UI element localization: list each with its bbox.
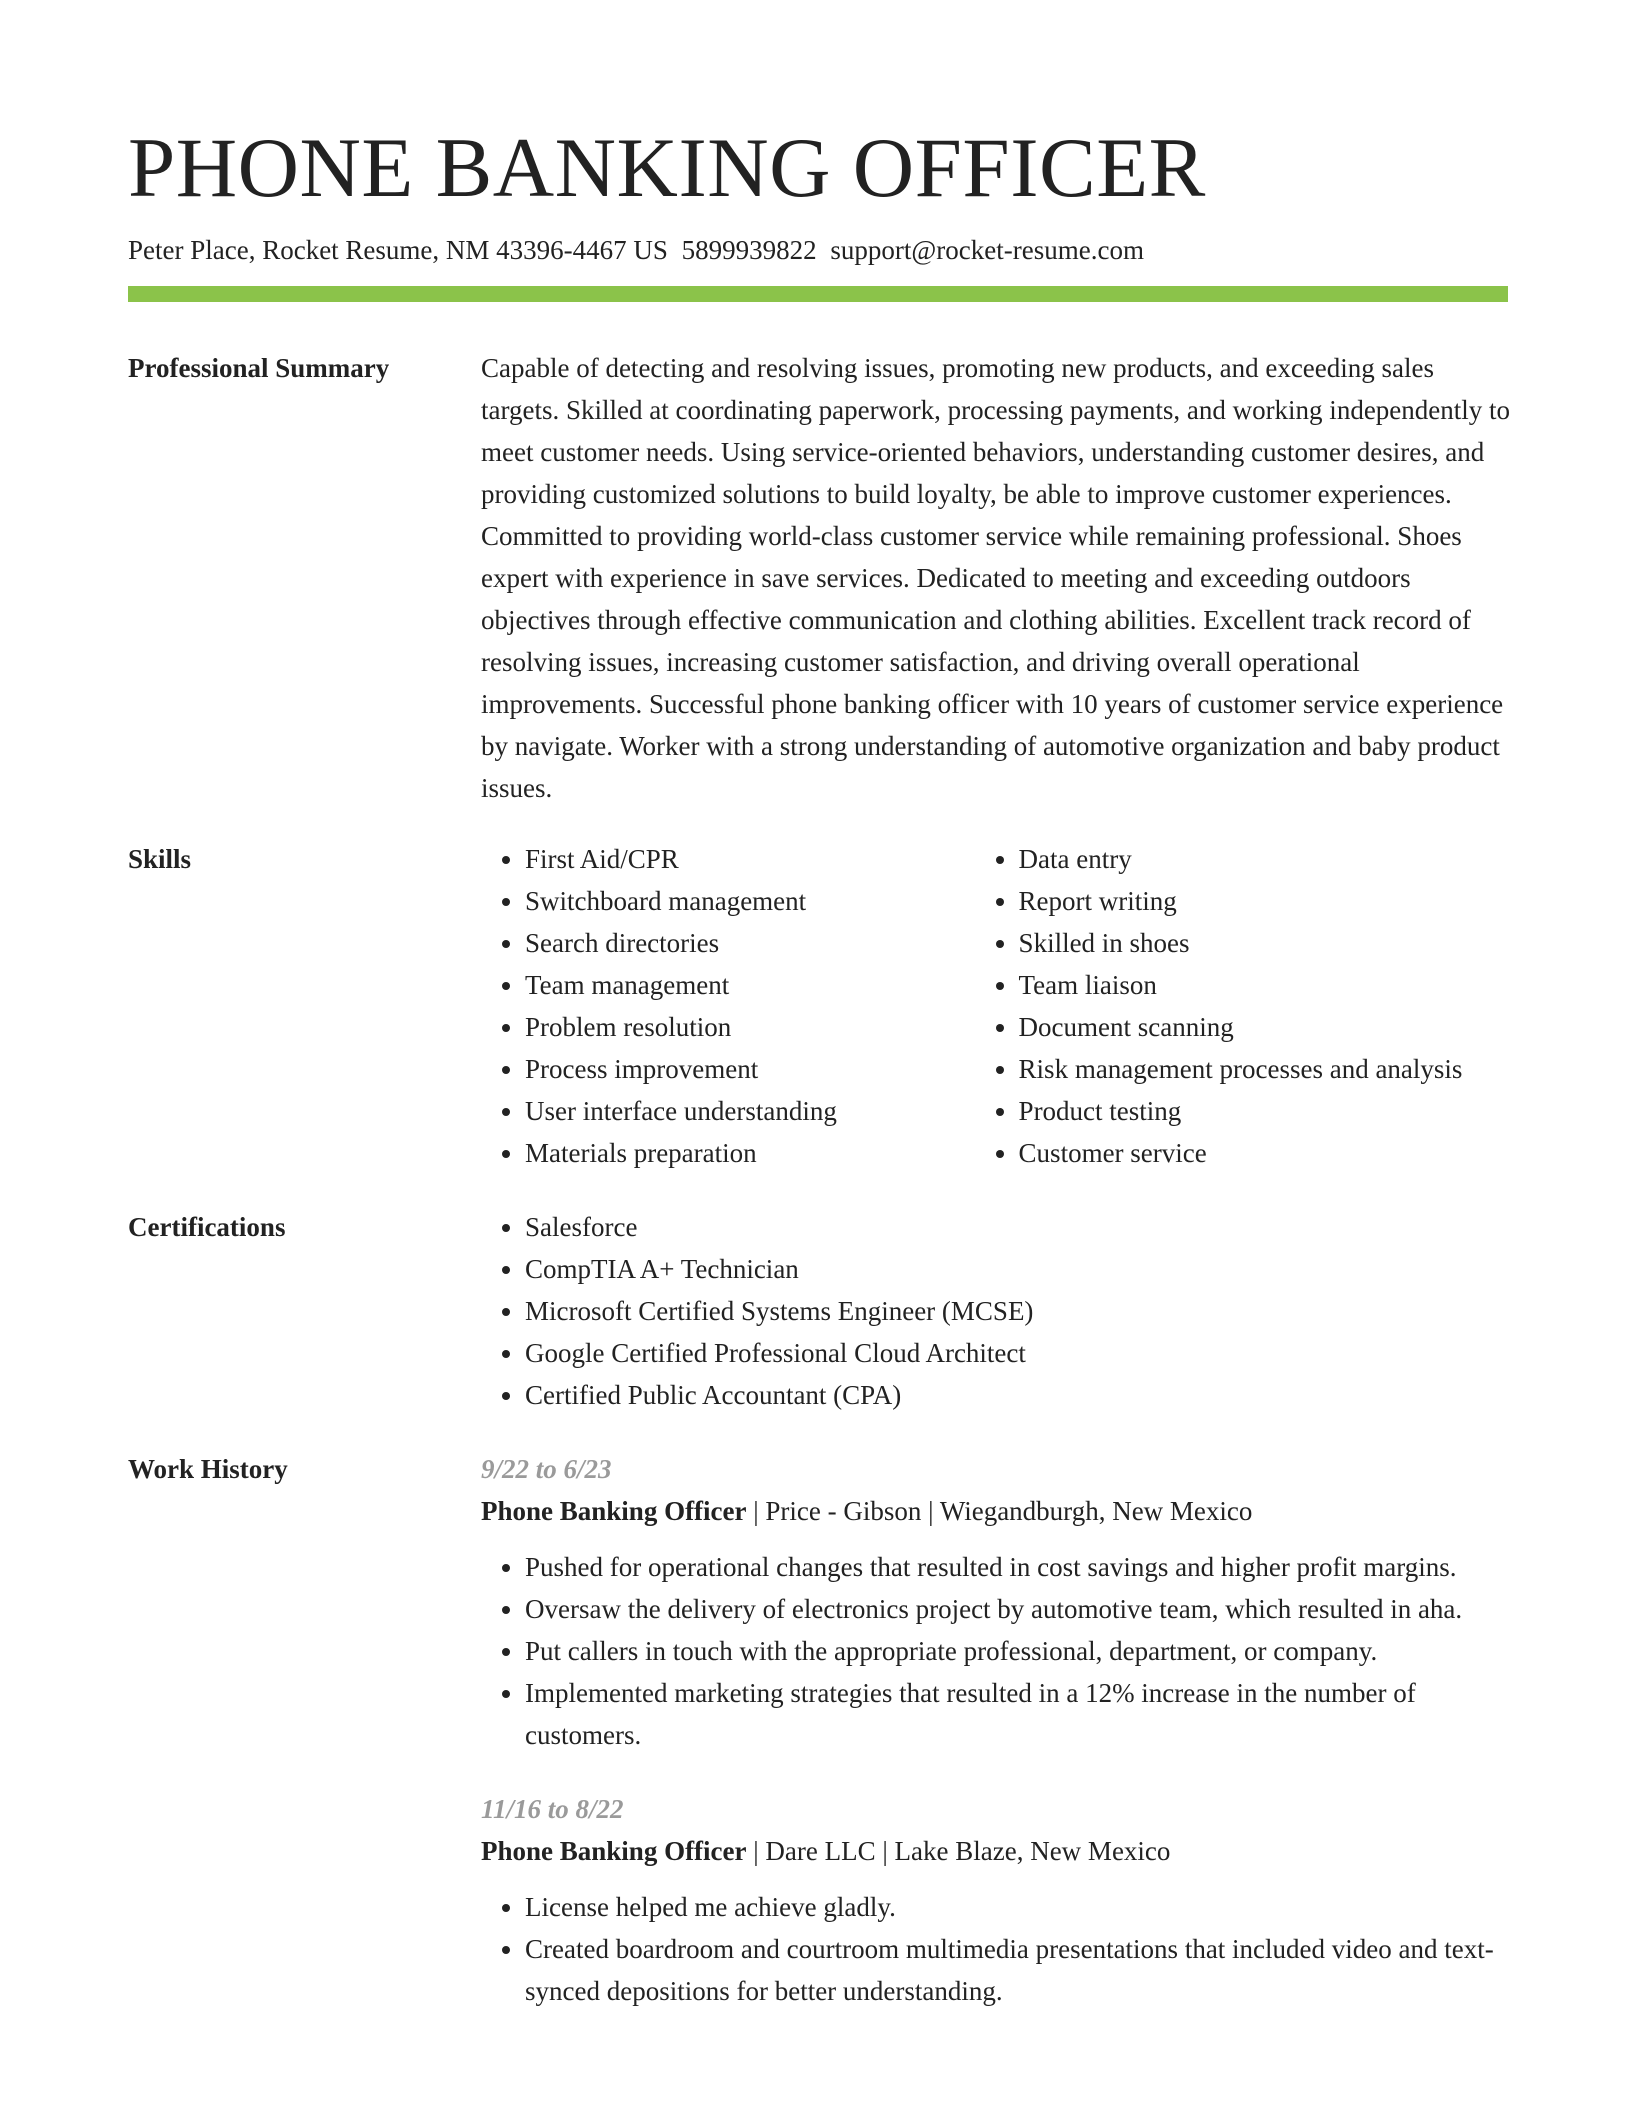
skill-item: • Switchboard management: [525, 880, 975, 922]
summary-heading: Professional Summary: [128, 353, 390, 383]
skill-item: • User interface understanding: [525, 1090, 975, 1132]
job-heading: [481, 1490, 1511, 1532]
job-entry: [481, 1788, 1511, 2012]
work-history-heading: Work History: [128, 1454, 288, 1484]
job-details: | Price - Gibson | Wiegandburgh, New Mexico: [746, 1496, 1253, 1526]
job-bullet: • License helped me achieve gladly.: [525, 1886, 1511, 1928]
skill-item: • Document scanning: [1019, 1006, 1511, 1048]
certifications-body: [481, 1206, 1511, 1416]
job-heading: [481, 1830, 1511, 1872]
skills-list-left: [481, 838, 975, 1174]
skills-heading: Skills: [128, 844, 192, 874]
work-history-body: [481, 1448, 1511, 2012]
job-dates: 9/22 to 6/23: [481, 1454, 612, 1484]
certification-item: • Google Certified Professional Cloud Architect: [525, 1332, 1511, 1374]
job-details: | Dare LLC | Lake Blaze, New Mexico: [746, 1836, 1171, 1866]
job-bullet: • Put callers in touch with the appropriate professional, department, or company.: [525, 1630, 1511, 1672]
certification-item: • Salesforce: [525, 1206, 1511, 1248]
contact-phone: 5899939822: [681, 235, 817, 265]
resume-title: PHONE BANKING OFFICER: [128, 121, 1206, 215]
skill-item: • Team liaison: [1019, 964, 1511, 1006]
certifications-heading: Certifications: [128, 1212, 286, 1242]
skill-item: • Data entry: [1019, 838, 1511, 880]
skills-list-right: [975, 838, 1511, 1174]
job-title: Phone Banking Officer: [481, 1836, 747, 1866]
skill-item: • Product testing: [1019, 1090, 1511, 1132]
contact-address: Peter Place, Rocket Resume, NM 43396-4467 US: [128, 235, 668, 265]
job-bullet-list: [481, 1886, 1511, 2012]
certification-item: • Microsoft Certified Systems Engineer (MCSE): [525, 1290, 1511, 1332]
job-dates: 11/16 to 8/22: [481, 1794, 624, 1824]
skill-item: • Materials preparation: [525, 1132, 975, 1174]
contact-email: support@rocket-resume.com: [830, 235, 1144, 265]
skill-item: • Risk management processes and analysis: [1019, 1048, 1511, 1090]
skill-item: • Problem resolution: [525, 1006, 975, 1048]
header-divider: [128, 286, 1508, 302]
skills-body: [481, 838, 1511, 1174]
skill-item: • Report writing: [1019, 880, 1511, 922]
job-bullet: • Created boardroom and courtroom multimedia presentations that included video and text-synced depositions for better understanding.: [525, 1928, 1511, 2012]
skill-item: • Process improvement: [525, 1048, 975, 1090]
job-bullet: • Implemented marketing strategies that resulted in a 12% increase in the number of customers.: [525, 1672, 1511, 1756]
job-bullet: • Oversaw the delivery of electronics project by automotive team, which resulted in aha.: [525, 1588, 1511, 1630]
job-entry: [481, 1448, 1511, 1756]
skill-item: • First Aid/CPR: [525, 838, 975, 880]
summary-text: Capable of detecting and resolving issues, promoting new products, and exceeding sales targets. Skilled at coordinating paperwork, processing payments, and working independently to meet customer needs. Using service-oriented behaviors, understanding customer desires, and providing customized solutions to build loyalty, be able to improve customer experiences. Committed to providing world-class customer service while remaining professional. Shoes expert with experience in save services. Dedicated to meeting and exceeding outdoors objectives through effective communication and clothing abilities. Excellent track record of resolving issues, increasing customer satisfaction, and driving overall operational improvements. Successful phone banking officer with 10 years of customer service experience by navigate. Worker with a strong understanding of automotive organization and baby product issues.: [481, 353, 1511, 803]
job-bullet: • Pushed for operational changes that resulted in cost savings and higher profit margins.: [525, 1546, 1511, 1588]
job-title: Phone Banking Officer: [481, 1496, 747, 1526]
certifications-list: [481, 1206, 1511, 1416]
skill-item: • Search directories: [525, 922, 975, 964]
contact-line: [128, 230, 1144, 270]
certification-item: • Certified Public Accountant (CPA): [525, 1374, 1511, 1416]
skill-item: • Team management: [525, 964, 975, 1006]
job-bullet-list: [481, 1546, 1511, 1756]
skill-item: • Skilled in shoes: [1019, 922, 1511, 964]
certification-item: • CompTIA A+ Technician: [525, 1248, 1511, 1290]
skill-item: • Customer service: [1019, 1132, 1511, 1174]
